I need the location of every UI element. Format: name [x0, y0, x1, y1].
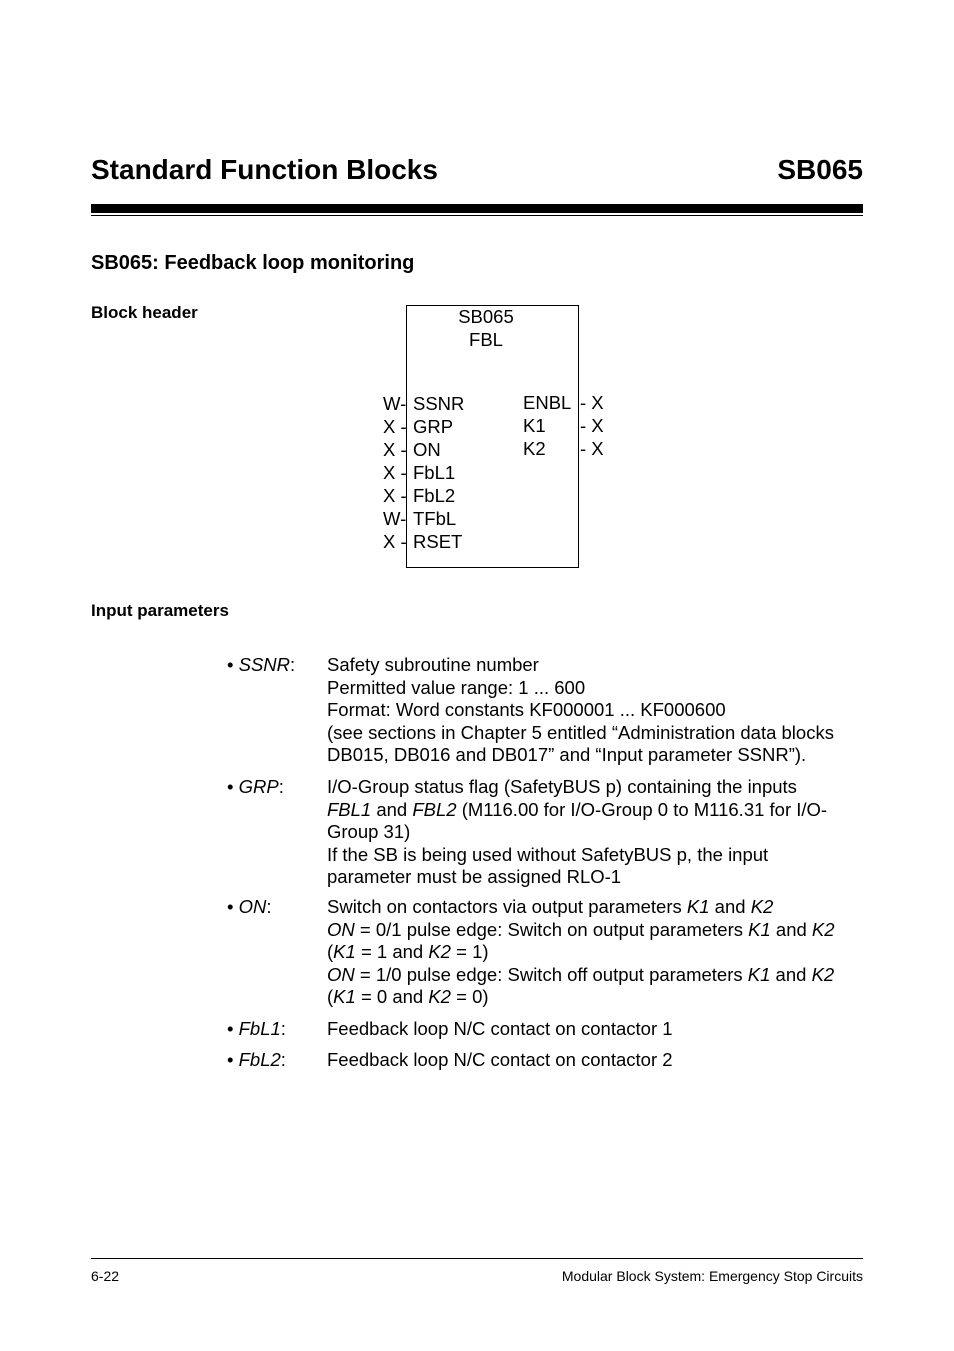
param-item: [227, 776, 867, 889]
section-title: SB065: Feedback loop monitoring: [91, 252, 415, 274]
input-name-list: SSNR GRP ON FbL1 FbL2 TFbL RSET: [413, 393, 465, 552]
param-description: [327, 1049, 867, 1072]
param-key: • GRP:: [227, 776, 284, 797]
header-rule-thick: [91, 204, 863, 213]
param-description-line: Switch on contactors via output parameters K1 and K2: [327, 896, 774, 917]
param-description-line: (K1 = 1 and K2 = 1): [327, 941, 489, 962]
param-description-line: FBL1 and FBL2 (M116.00 for I/O-Group 0 to M116.31 for I/O-: [327, 798, 828, 820]
param-item: [227, 1049, 867, 1072]
param-key: • ON:: [227, 896, 272, 917]
block-subname: FBL: [469, 329, 503, 350]
param-description: [327, 776, 867, 889]
block-name: SB065: [458, 306, 514, 327]
param-description-line: If the SB is being used without SafetyBUS p, the input: [327, 843, 769, 865]
param-description-line: (see sections in Chapter 5 entitled “Administration data blocks: [327, 721, 834, 743]
param-description-line: ON = 0/1 pulse edge: Switch on output parameters K1 and K2: [327, 918, 835, 940]
param-description-line: Feedback loop N/C contact on contactor 1: [327, 1018, 673, 1039]
param-description-line: Safety subroutine number: [327, 654, 539, 675]
output-type-list: - X - X - X: [580, 392, 604, 459]
param-description-line: Group 31): [327, 821, 411, 842]
param-description: [327, 654, 867, 767]
param-item: [227, 654, 867, 767]
block-header-label: Block header: [91, 303, 198, 322]
param-key: • FbL1:: [227, 1018, 286, 1039]
param-description-line: Permitted value range: 1 ... 600: [327, 676, 586, 698]
param-item: [227, 896, 867, 1009]
param-description-line: (K1 = 0 and K2 = 0): [327, 986, 489, 1007]
param-description-line: ON = 1/0 pulse edge: Switch off output parameters K1 and K2: [327, 963, 835, 985]
param-key: • FbL2:: [227, 1049, 286, 1070]
input-type-list: W- X - X - X - X - W- X -: [383, 393, 407, 552]
param-description-line: DB015, DB016 and DB017” and “Input parameter SSNR”).: [327, 744, 807, 765]
param-key: • SSNR:: [227, 654, 296, 675]
input-parameters-label: Input parameters: [91, 601, 229, 620]
param-description-line: Format: Word constants KF000001 ... KF000600: [327, 699, 726, 720]
footer-document-title: Modular Block System: Emergency Stop Circuits: [561, 1268, 863, 1284]
param-description-line: parameter must be assigned RLO-1: [327, 866, 622, 887]
footer-rule: [91, 1258, 863, 1259]
page-header-title: Standard Function Blocks: [91, 154, 438, 185]
param-item: [227, 1018, 867, 1041]
param-description: [327, 896, 867, 1009]
param-description-line: I/O-Group status flag (SafetyBUS p) containing the inputs: [327, 776, 797, 797]
footer-page-number: 6-22: [91, 1268, 120, 1284]
param-description-line: Feedback loop N/C contact on contactor 2: [327, 1049, 673, 1070]
output-name-list: ENBL K1 K2: [523, 392, 572, 459]
page-header-code: SB065: [777, 154, 863, 185]
param-description: [327, 1018, 867, 1041]
header-rule-thin: [91, 215, 863, 216]
